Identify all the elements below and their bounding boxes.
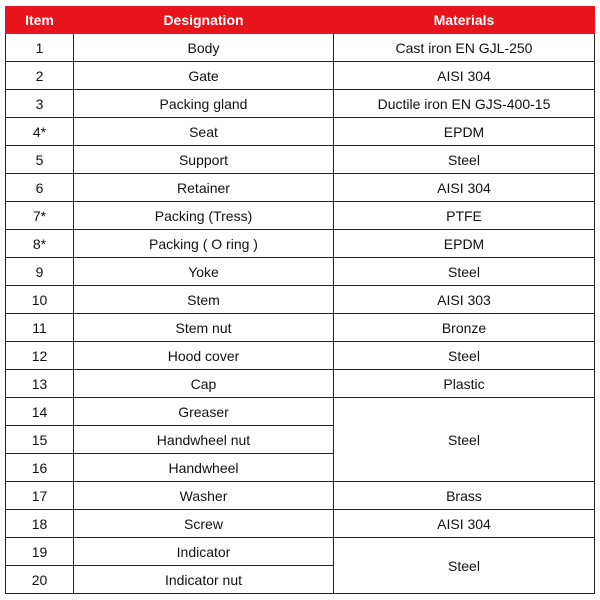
designation: Greaser bbox=[74, 398, 334, 426]
material: Bronze bbox=[334, 314, 595, 342]
designation: Washer bbox=[74, 482, 334, 510]
material: Plastic bbox=[334, 370, 595, 398]
table-row bbox=[6, 118, 595, 146]
item-number: 10 bbox=[6, 286, 74, 314]
table-row bbox=[6, 34, 595, 62]
designation: Seat bbox=[74, 118, 334, 146]
item-number: 5 bbox=[6, 146, 74, 174]
material: AISI 304 bbox=[334, 510, 595, 538]
table-row bbox=[6, 342, 595, 370]
item-number: 19 bbox=[6, 538, 74, 566]
table-header-row bbox=[6, 7, 595, 34]
table-row bbox=[6, 230, 595, 258]
material-merged: Steel bbox=[334, 538, 595, 594]
item-number: 3 bbox=[6, 90, 74, 118]
designation: Indicator bbox=[74, 538, 334, 566]
designation: Body bbox=[74, 34, 334, 62]
item-number: 20 bbox=[6, 566, 74, 594]
table-row bbox=[6, 174, 595, 202]
material: PTFE bbox=[334, 202, 595, 230]
designation: Handwheel nut bbox=[74, 426, 334, 454]
table-row bbox=[6, 202, 595, 230]
material: Steel bbox=[334, 146, 595, 174]
designation: Packing (Tress) bbox=[74, 202, 334, 230]
item-number: 6 bbox=[6, 174, 74, 202]
header-item: Item bbox=[6, 7, 74, 34]
designation: Stem nut bbox=[74, 314, 334, 342]
item-number: 9 bbox=[6, 258, 74, 286]
designation: Packing ( O ring ) bbox=[74, 230, 334, 258]
material: Brass bbox=[334, 482, 595, 510]
item-number: 16 bbox=[6, 454, 74, 482]
designation: Indicator nut bbox=[74, 566, 334, 594]
item-number: 2 bbox=[6, 62, 74, 90]
designation: Screw bbox=[74, 510, 334, 538]
header-materials: Materials bbox=[334, 7, 595, 34]
designation: Yoke bbox=[74, 258, 334, 286]
designation: Gate bbox=[74, 62, 334, 90]
table-row bbox=[6, 258, 595, 286]
table-row bbox=[6, 482, 595, 510]
item-number: 11 bbox=[6, 314, 74, 342]
item-number: 13 bbox=[6, 370, 74, 398]
table-row bbox=[6, 90, 595, 118]
material: EPDM bbox=[334, 118, 595, 146]
designation: Handwheel bbox=[74, 454, 334, 482]
table-row bbox=[6, 538, 595, 566]
item-number: 14 bbox=[6, 398, 74, 426]
item-number: 15 bbox=[6, 426, 74, 454]
parts-materials-table bbox=[5, 6, 595, 594]
material: AISI 304 bbox=[334, 174, 595, 202]
item-number: 8* bbox=[6, 230, 74, 258]
item-number: 1 bbox=[6, 34, 74, 62]
material: Ductile iron EN GJS-400-15 bbox=[334, 90, 595, 118]
material-merged: Steel bbox=[334, 398, 595, 482]
table-row bbox=[6, 314, 595, 342]
material: AISI 304 bbox=[334, 62, 595, 90]
material: EPDM bbox=[334, 230, 595, 258]
designation: Support bbox=[74, 146, 334, 174]
item-number: 18 bbox=[6, 510, 74, 538]
parts-table-container bbox=[5, 6, 595, 594]
designation: Cap bbox=[74, 370, 334, 398]
table-row bbox=[6, 146, 595, 174]
material: Cast iron EN GJL-250 bbox=[334, 34, 595, 62]
designation: Hood cover bbox=[74, 342, 334, 370]
table-row bbox=[6, 370, 595, 398]
table-row bbox=[6, 286, 595, 314]
designation: Retainer bbox=[74, 174, 334, 202]
item-number: 12 bbox=[6, 342, 74, 370]
material: Steel bbox=[334, 342, 595, 370]
table-row bbox=[6, 510, 595, 538]
designation: Stem bbox=[74, 286, 334, 314]
material: Steel bbox=[334, 258, 595, 286]
material: AISI 303 bbox=[334, 286, 595, 314]
header-designation: Designation bbox=[74, 7, 334, 34]
item-number: 4* bbox=[6, 118, 74, 146]
designation: Packing gland bbox=[74, 90, 334, 118]
item-number: 17 bbox=[6, 482, 74, 510]
item-number: 7* bbox=[6, 202, 74, 230]
table-row bbox=[6, 62, 595, 90]
table-row bbox=[6, 398, 595, 426]
